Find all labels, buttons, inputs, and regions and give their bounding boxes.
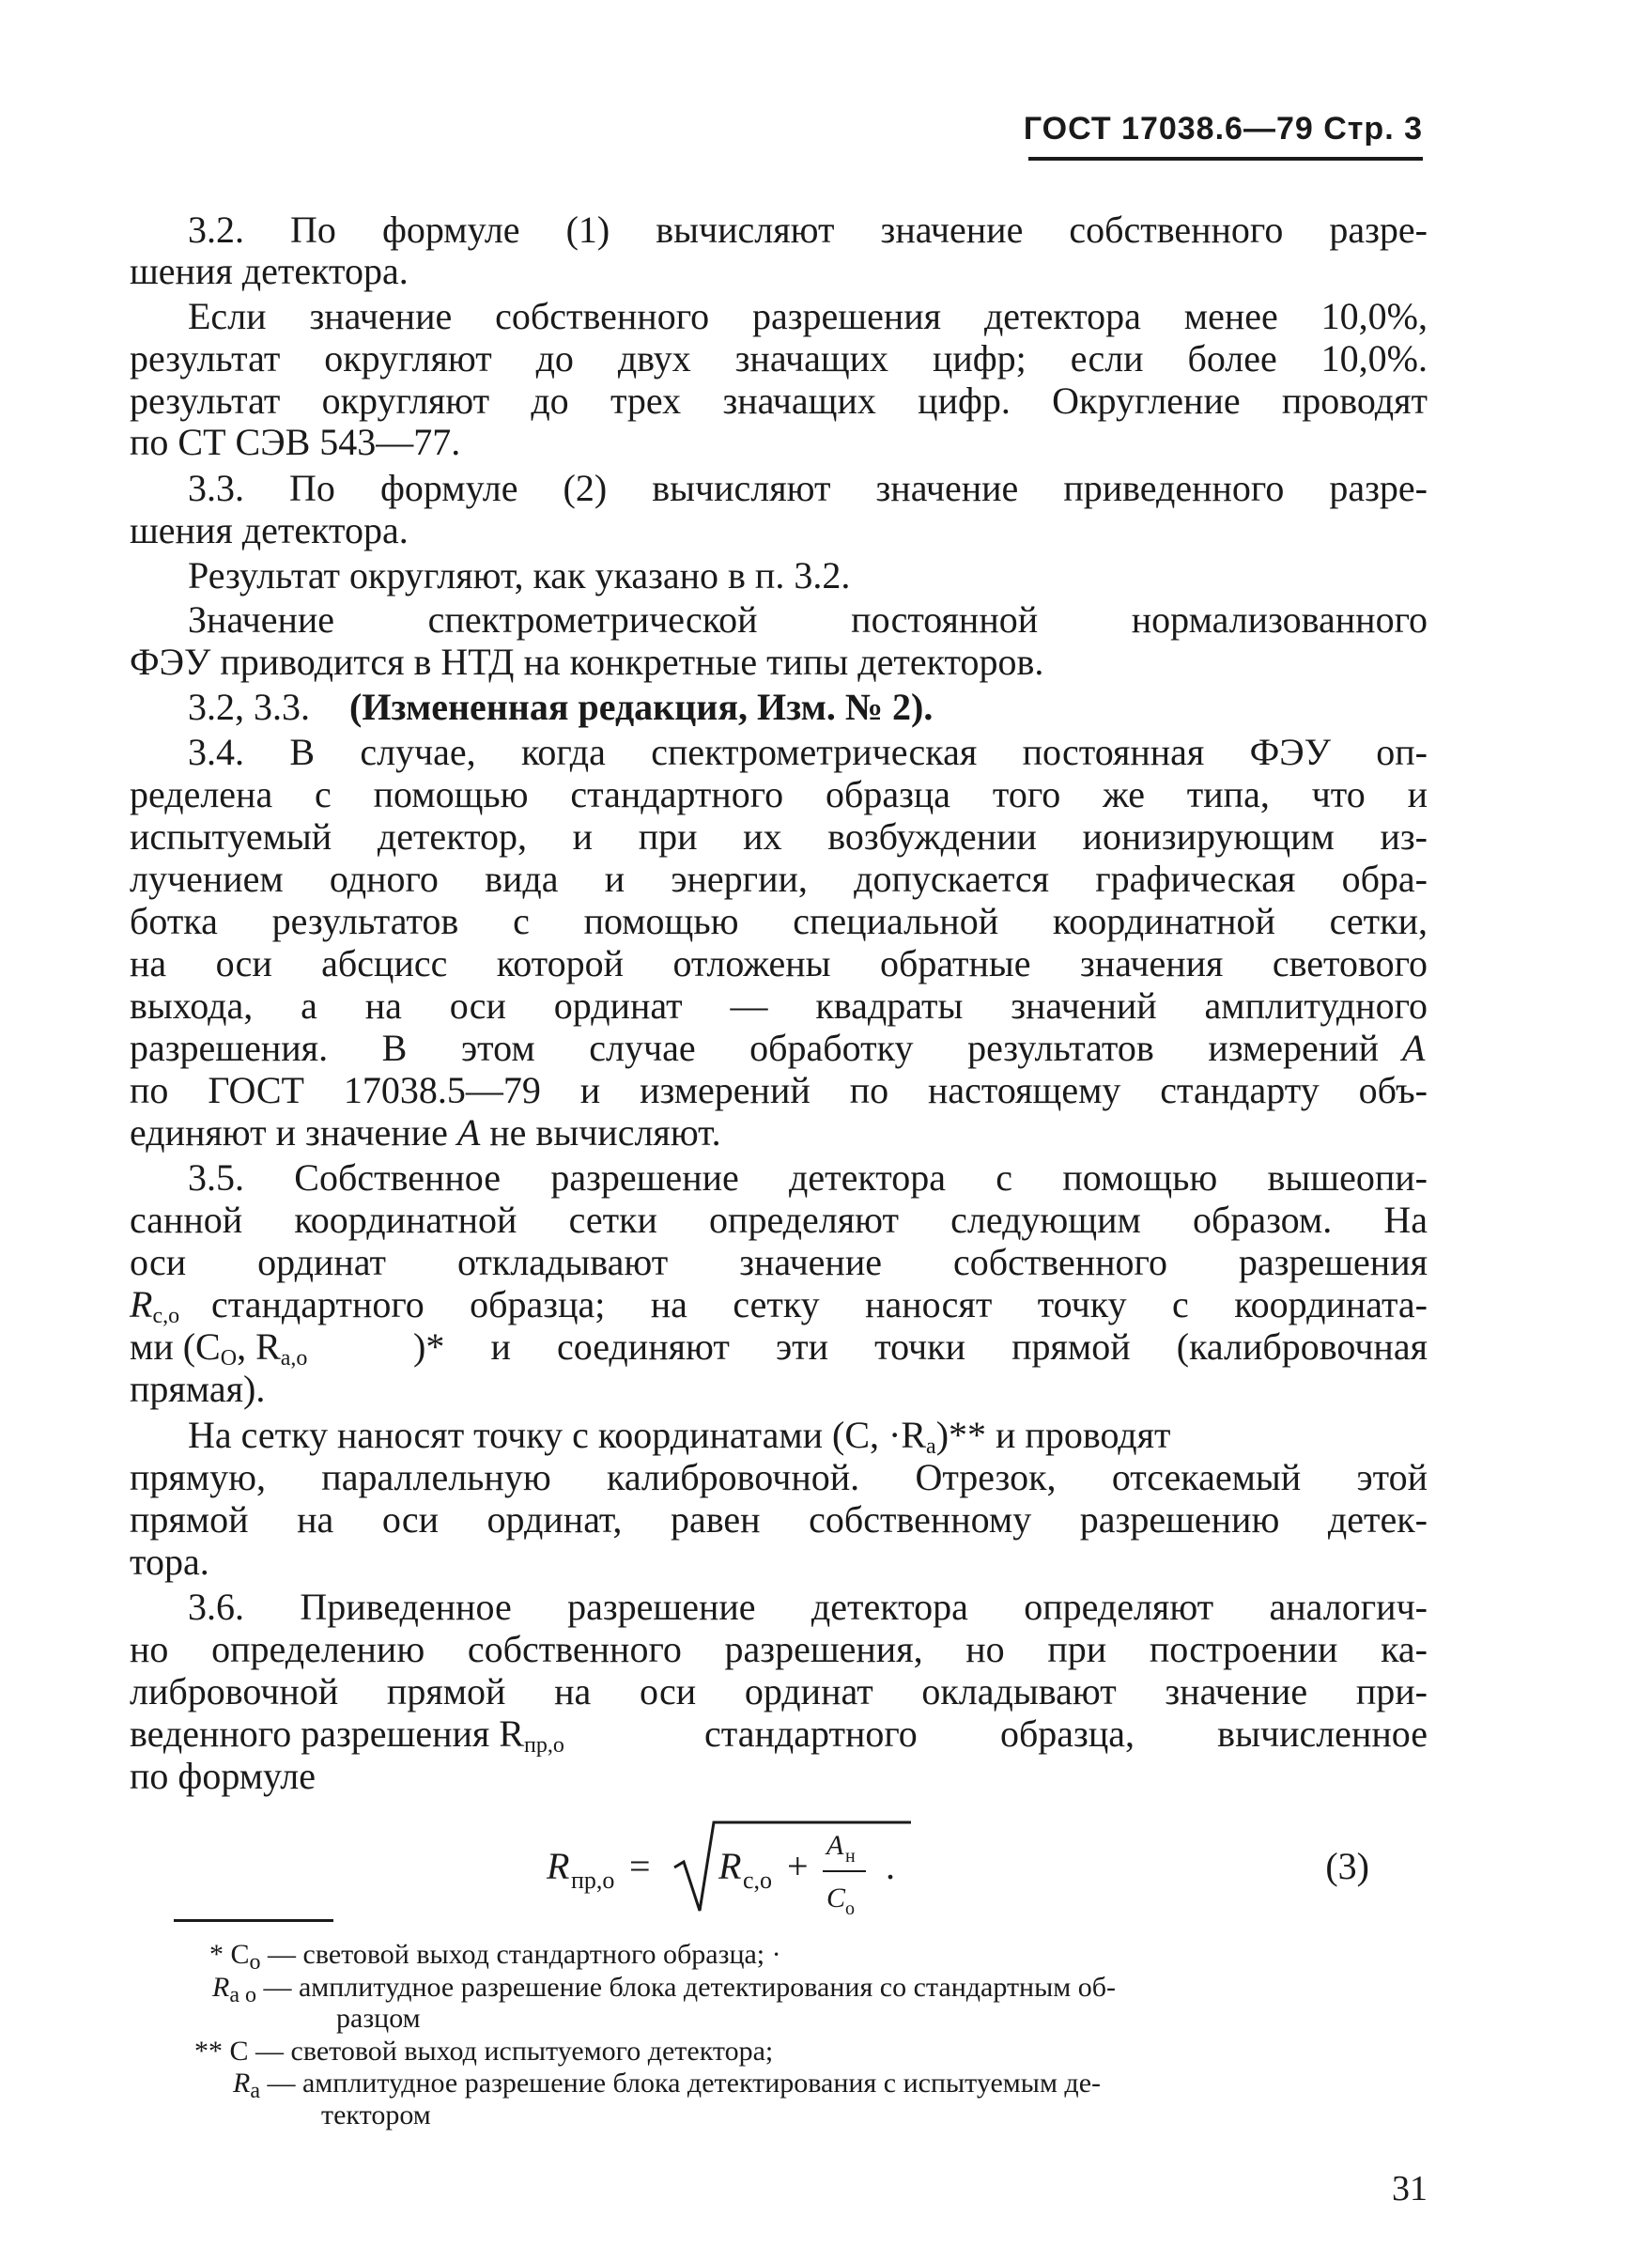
- formula-R: R: [718, 1845, 742, 1887]
- paragraph-text: выхода, а на оси ординат — квадраты значений амплитудного: [130, 984, 1428, 1027]
- text-run: не вычисляют.: [489, 1111, 721, 1154]
- paragraph-text: результат округляют до трех значащих цифр. Округление проводят: [130, 380, 1428, 422]
- page-header: [1019, 111, 1423, 147]
- formula-subscript: о: [845, 1898, 855, 1919]
- paragraph-text: лучением одного вида и энергии, допускается графическая обра-: [130, 858, 1428, 900]
- paragraph-text: на оси абсцисс которой отложены обратные значения светового: [130, 942, 1428, 984]
- paragraph-text: Если значение собственного разрешения детектора менее 10,0%,: [188, 295, 1428, 337]
- paragraph-text: тора.: [130, 1541, 209, 1583]
- page-label: Стр. 3: [1323, 111, 1423, 147]
- paragraph-text: ФЭУ приводится в НТД на конкретные типы детекторов.: [130, 641, 1044, 683]
- text-line: [0, 598, 1652, 642]
- text-line: [0, 858, 1652, 901]
- formula-dot: .: [886, 1845, 895, 1887]
- paragraph-text: стандартного образца; на сетку наносят точку с координата-: [211, 1283, 1428, 1325]
- text-line: [0, 1414, 1652, 1457]
- paragraph-text: )* и соединяют эти точки прямой (калибровочная: [413, 1325, 1428, 1368]
- text-line: [0, 421, 1652, 464]
- text-run: На сетку наносят точку с координатами (C, ·R: [188, 1414, 927, 1456]
- formula-A: A: [826, 1830, 844, 1861]
- text-line: [0, 1368, 1652, 1411]
- paragraph-text: но определению собственного разрешения, но при построении ка-: [130, 1628, 1428, 1670]
- text-run: , R: [237, 1325, 281, 1368]
- subscript: а: [250, 2079, 260, 2103]
- text-run: — световой выход испытуемого детектора;: [248, 2036, 774, 2067]
- text-run: единяют и значение: [130, 1111, 448, 1154]
- footnote-rule: [174, 1919, 333, 1922]
- text-run: — световой выход стандартного образца; ·: [260, 1939, 781, 1970]
- paragraph-text: либровочной прямой на оси ординат окладывают значение при-: [130, 1670, 1428, 1712]
- text-line: [0, 1670, 1652, 1713]
- text-line: [0, 773, 1652, 816]
- text-line: [0, 731, 1652, 774]
- paragraph-text: по ГОСТ 17038.5—79 и измерений по настоящему стандарту объ-: [130, 1069, 1428, 1111]
- text-line: [0, 1456, 1652, 1499]
- subscript: а,о: [280, 1346, 308, 1371]
- text-line: [0, 1199, 1652, 1242]
- paragraph-text: 3.4. В случае, когда спектрометрическая постоянная ФЭУ оп-: [188, 731, 1428, 773]
- variable-R: R: [212, 1972, 230, 2003]
- text-line: [0, 1586, 1652, 1629]
- paragraph-text: 3.5. Собственное разрешение детектора с помощью вышеопи-: [188, 1156, 1428, 1199]
- subscript: а: [926, 1434, 936, 1459]
- text-line: [0, 1755, 1652, 1798]
- paragraph-text: Значение спектрометрической постоянной нормализованного: [188, 598, 1428, 641]
- paragraph-text: стандартного образца, вычисленное: [704, 1712, 1428, 1755]
- subscript: а о: [229, 1983, 256, 2007]
- formula-equals: =: [629, 1845, 651, 1887]
- text-line: [0, 337, 1652, 380]
- paragraph-text: ботка результатов с помощью специальной координатной сетки,: [130, 900, 1428, 942]
- formula-subscript: с,о: [743, 1867, 773, 1894]
- paragraph-text: по формуле: [130, 1755, 316, 1797]
- text-line: [0, 509, 1652, 552]
- text-run: ** C: [194, 2036, 249, 2067]
- paragraph-text: 3.2, 3.3.: [188, 686, 310, 728]
- text-run: ми (C: [130, 1325, 221, 1368]
- text-line: [0, 1069, 1652, 1112]
- subscript: с,о: [152, 1304, 180, 1328]
- text-line: [0, 295, 1652, 338]
- text-line: [0, 942, 1652, 985]
- text-line: [0, 1156, 1652, 1200]
- text-line: [0, 380, 1652, 423]
- page-number: 31: [1392, 2169, 1428, 2208]
- standard-code: ГОСТ 17038.6—79: [1023, 111, 1314, 147]
- text-line: [0, 1498, 1652, 1542]
- text-line: [0, 1541, 1652, 1584]
- paragraph-text: по СТ СЭВ 543—77.: [130, 421, 461, 463]
- variable-A: A: [456, 1111, 481, 1154]
- paragraph-text: прямой на оси ординат, равен собственному разрешению детек-: [130, 1498, 1428, 1541]
- text-line: [0, 467, 1652, 510]
- formula-R: R: [547, 1845, 570, 1887]
- paragraph-text: Результат округляют, как указано в п. 3.2.: [188, 554, 851, 596]
- variable-A: A: [1402, 1027, 1426, 1069]
- header-rule: [1028, 157, 1423, 161]
- paragraph-text: разрешения. В этом случае обработку результатов измерений: [130, 1027, 1379, 1069]
- formula-plus: +: [787, 1845, 809, 1887]
- text-line: [0, 1628, 1652, 1671]
- text-line: [0, 815, 1652, 859]
- text-run: — амплитудное разрешение блока детектирования с испытуемым де-: [259, 2068, 1102, 2099]
- subscript: O: [220, 1346, 238, 1371]
- text-line: [0, 1241, 1652, 1284]
- text-line: [0, 1712, 1652, 1756]
- text-run: * C: [209, 1939, 250, 1970]
- subscript: пр,о: [523, 1733, 564, 1758]
- formula-graphic: [526, 1813, 1418, 1926]
- text-line: [0, 250, 1652, 293]
- text-run: веденного разрешения R: [130, 1712, 524, 1755]
- subscript: о: [249, 1950, 261, 1975]
- paragraph-text: оси ординат откладывают значение собственного разрешения: [130, 1241, 1428, 1283]
- variable-R: R: [233, 2068, 251, 2099]
- formula-subscript: н: [845, 1846, 856, 1867]
- text-run: — амплитудное разрешение блока детектирования со стандартным об-: [255, 1972, 1116, 2003]
- paragraph-text: 3.6. Приведенное разрешение детектора определяют аналогич-: [188, 1586, 1428, 1628]
- paragraph-text: шения детектора.: [130, 509, 409, 551]
- text-line: [0, 1325, 1652, 1369]
- footnote-2-continued: разцом: [336, 2003, 421, 2034]
- text-line: [0, 1027, 1652, 1070]
- text-line: [0, 984, 1652, 1028]
- footnote-4-continued: тектором: [321, 2099, 431, 2130]
- formula-C: C: [826, 1882, 846, 1913]
- text-line: [0, 641, 1652, 684]
- paragraph-text: испытуемый детектор, и при их возбуждении ионизирующим из-: [130, 815, 1428, 858]
- amendment-note: (Измененная редакция, Изм. № 2).: [349, 686, 934, 728]
- paragraph-text: прямую, параллельную калибровочной. Отрезок, отсекаемый этой: [130, 1456, 1428, 1498]
- formula-number: (3): [1325, 1845, 1369, 1887]
- footnote-3: [194, 2036, 773, 2068]
- formula-subscript: пр,о: [571, 1867, 615, 1894]
- text-line: [0, 554, 1652, 597]
- paragraph-text: санной координатной сетки определяют следующим образом. На: [130, 1199, 1428, 1241]
- text-line: [0, 209, 1652, 252]
- paragraph-text: ределена с помощью стандартного образца того же типа, что и: [130, 773, 1428, 815]
- paragraph-text: шения детектора.: [130, 250, 409, 292]
- variable-R: R: [130, 1283, 153, 1325]
- text-line: [0, 1111, 1652, 1154]
- paragraph-text: 3.2. По формуле (1) вычисляют значение собственного разре-: [188, 209, 1428, 251]
- paragraph-text: [130, 1111, 721, 1154]
- text-line: [0, 1283, 1652, 1326]
- formula-3: [526, 1813, 1418, 1926]
- text-line: [0, 900, 1652, 943]
- paragraph-text: 3.3. По формуле (2) вычисляют значение приведенного разре-: [188, 467, 1428, 509]
- text-line: [0, 686, 1652, 729]
- paragraph-text: результат округляют до двух значащих цифр; если более 10,0%.: [130, 337, 1428, 380]
- text-run: )** и проводят: [935, 1414, 1171, 1456]
- paragraph-text: прямая).: [130, 1368, 266, 1410]
